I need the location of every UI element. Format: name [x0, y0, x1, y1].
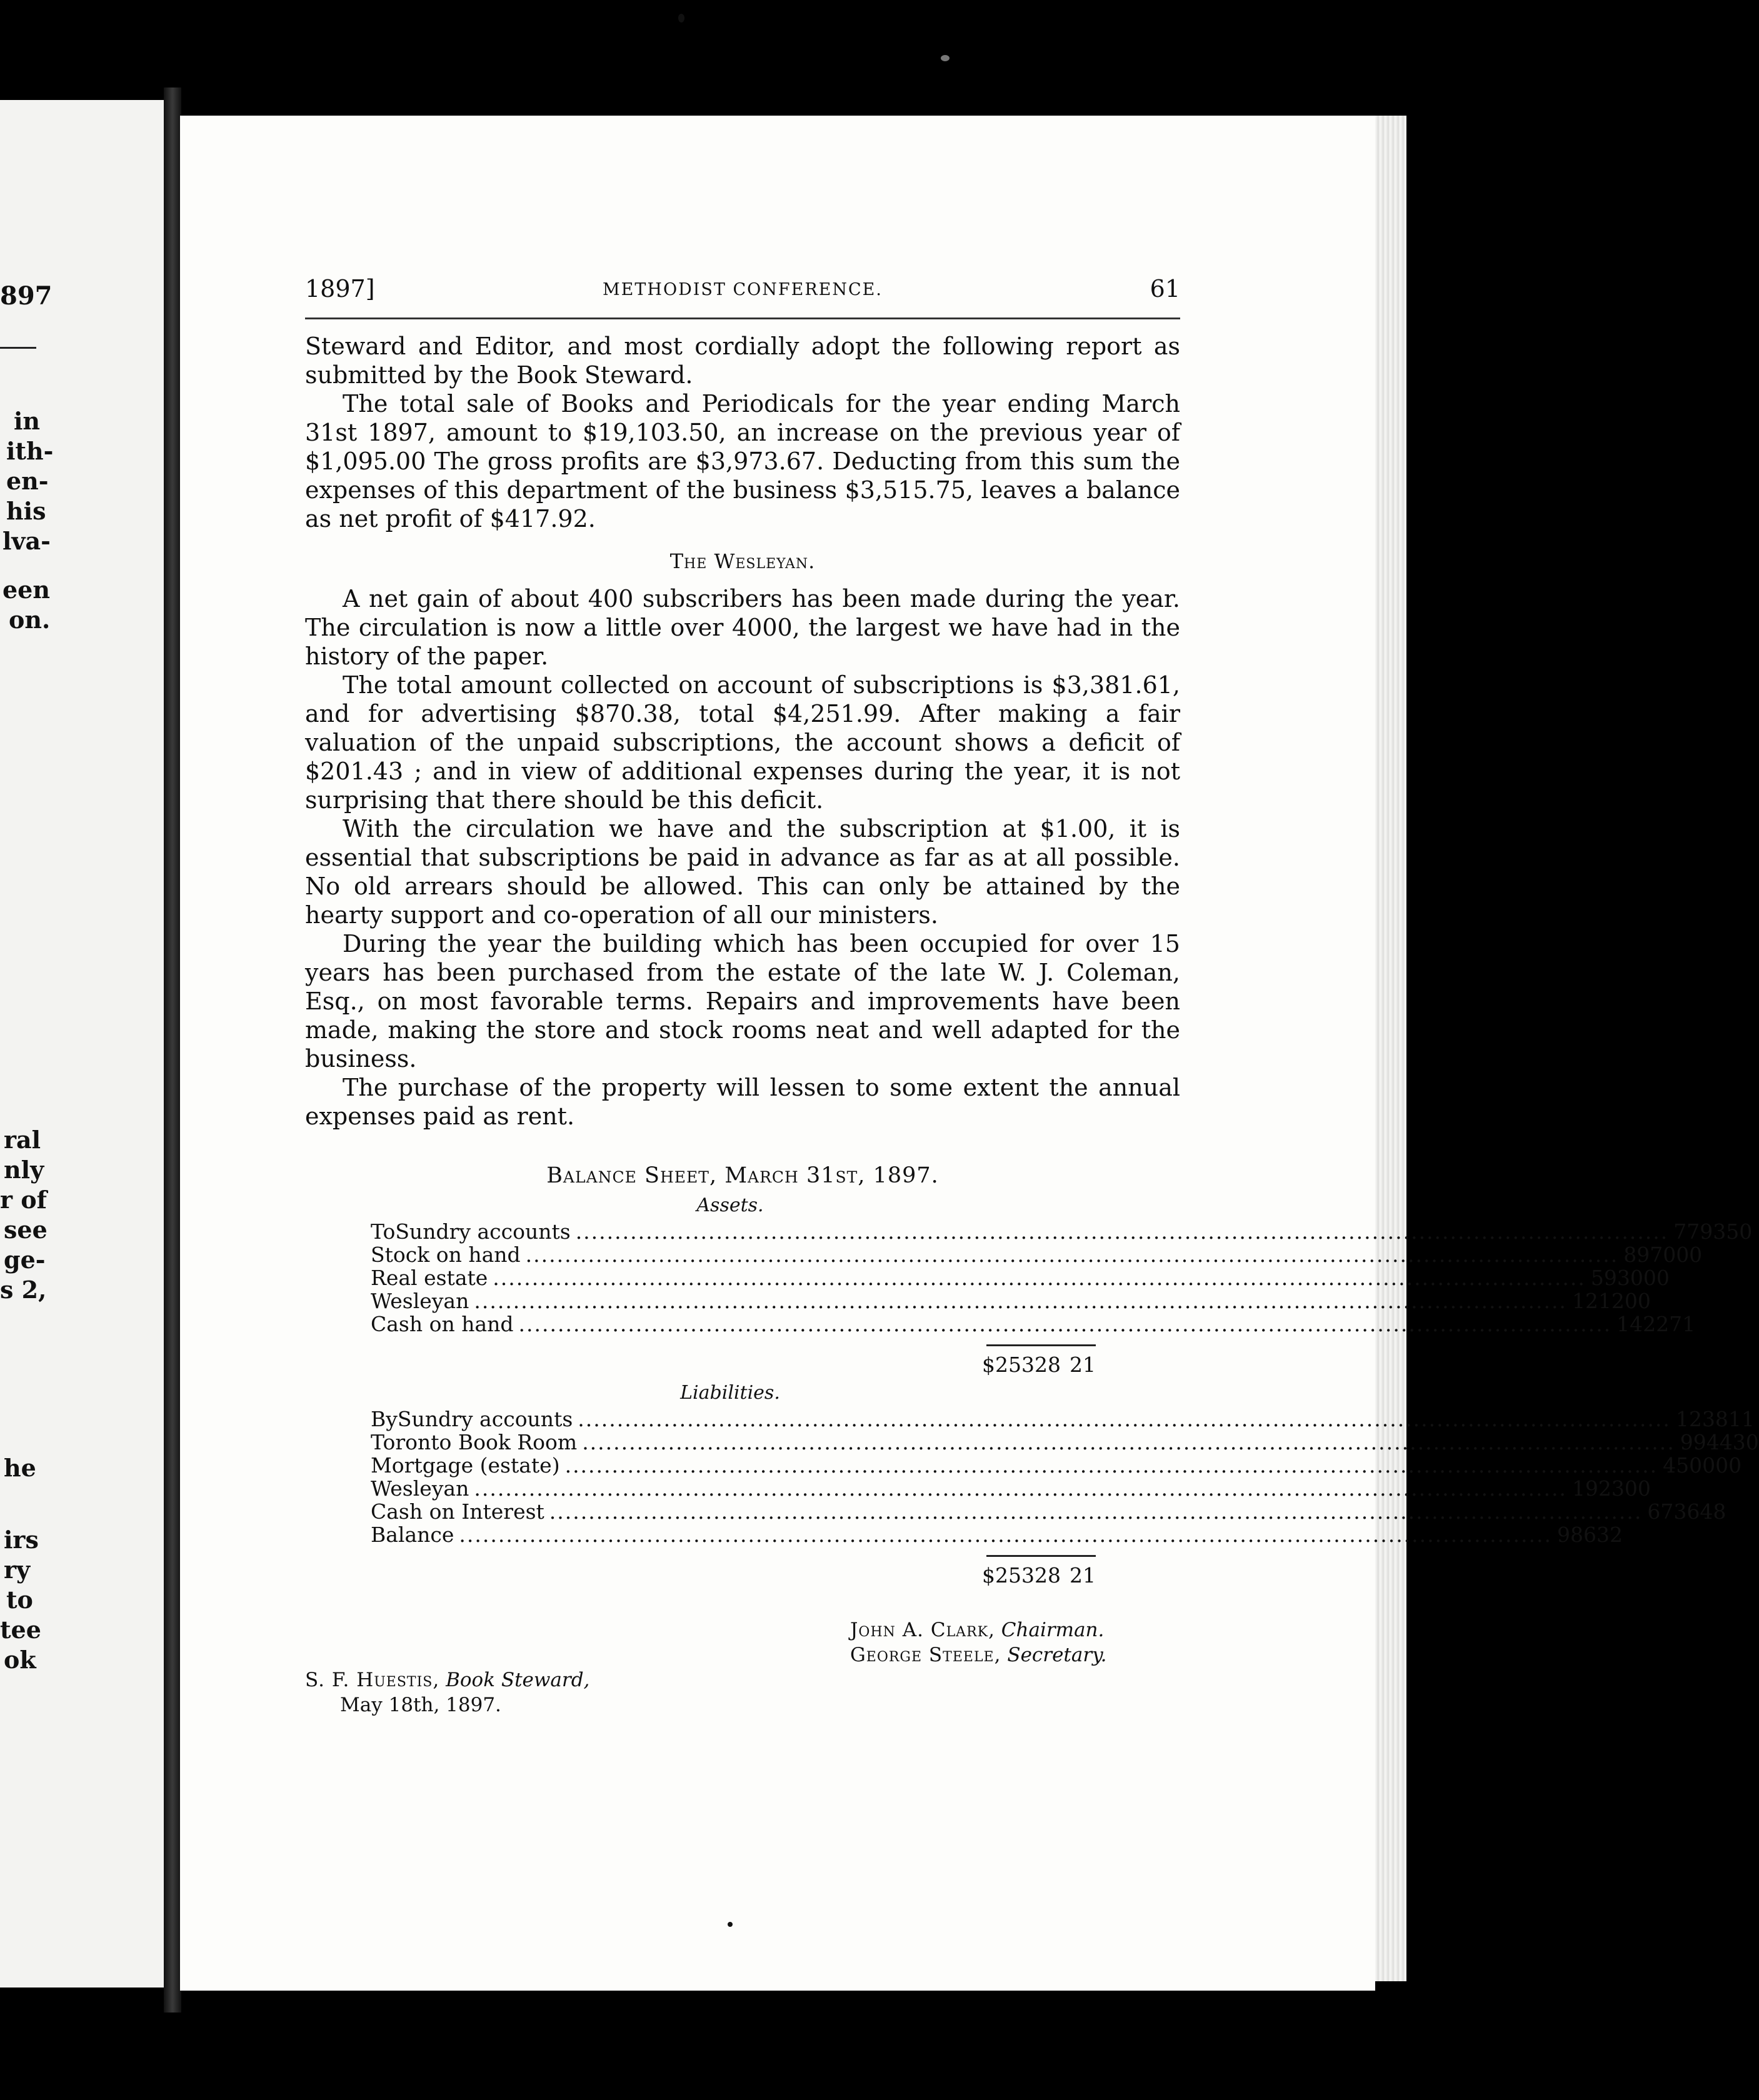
ledger-cents: 50	[1726, 1219, 1753, 1244]
ledger-row	[371, 1289, 1651, 1313]
left-page-fragment-text: ith-	[6, 437, 54, 465]
assets-total-row	[371, 1352, 1096, 1377]
document-page	[180, 116, 1759, 1991]
ledger-item-name: Cash on hand	[371, 1312, 514, 1336]
secretary-signature	[850, 1642, 1106, 1668]
left-page-header: 897	[0, 281, 53, 311]
ledger-cents: 00	[1624, 1476, 1651, 1501]
left-page-fragment-text: ry	[4, 1556, 31, 1584]
left-page-fragment-text: irs	[4, 1526, 39, 1554]
ledger-dollars: 1238	[1675, 1407, 1728, 1431]
ledger-dollars: 1212	[1571, 1289, 1625, 1313]
ledger-row	[371, 1522, 1623, 1547]
left-page-fragment-text: lva-	[3, 527, 51, 555]
ledger-row	[371, 1430, 1759, 1454]
ledger-item-name: Toronto Book Room	[371, 1430, 578, 1454]
steward-signature	[305, 1668, 589, 1718]
leader-dots: ............................................................................................................................................	[549, 1499, 1643, 1524]
left-page-fragment-text: ral	[4, 1126, 41, 1154]
left-page-fragment-text: in	[14, 407, 41, 435]
assets-total-rule	[986, 1344, 1096, 1346]
ledger-row	[371, 1499, 1726, 1524]
ledger-cents: 11	[1728, 1407, 1755, 1431]
ledger-cents: 00	[1715, 1453, 1742, 1478]
leader-dots: ............................................................................................................................................	[459, 1522, 1552, 1547]
ledger-item-name: Balance	[371, 1522, 454, 1547]
paragraph: With the circulation we have and the subscription at $1.00, it is essential that subscriptions be paid in advance as far as at all possible. No old arrears should be allowed. This can only be attained by the hearty support and co-operation of all our ministers.	[305, 815, 1180, 929]
ledger-cents: 30	[1732, 1430, 1759, 1454]
paragraph: A net gain of about 400 subscribers has been made during the year. The circulation is now a little over 4000, the largest we have had in the history of the paper.	[305, 585, 1180, 670]
ledger-row	[371, 1312, 1696, 1336]
left-page-fragment-text: to	[6, 1586, 33, 1614]
leader-dots: ............................................................................................................................................	[474, 1289, 1567, 1313]
assets-total-cents: 21	[1070, 1352, 1096, 1377]
ledger-cents: 71	[1669, 1312, 1696, 1336]
ledger-dollars: 5930	[1590, 1266, 1643, 1290]
leader-dots: ............................................................................................................................................	[578, 1407, 1671, 1431]
left-page-fragment-text: r of	[0, 1186, 47, 1214]
left-page-fragment-text: ge-	[4, 1246, 46, 1274]
secretary-role: Secretary.	[1007, 1644, 1107, 1666]
page-number: 61	[1150, 275, 1180, 302]
liabilities-total-cents: 21	[1070, 1563, 1096, 1588]
leader-dots: ............................................................................................................................................	[564, 1453, 1658, 1478]
ledger-prefix: By	[371, 1407, 398, 1431]
chairman-role: Chairman.	[1001, 1619, 1105, 1641]
ledger-row	[371, 1242, 1703, 1267]
liabilities-total-rule	[986, 1555, 1096, 1557]
ledger-row	[371, 1476, 1651, 1501]
paragraph: The total sale of Books and Periodicals for the year ending March 31st 1897, amount to $19,103.50, an increase on the previous year of $1,095.00 The gross profits are $3,973.67. Deducting from this sum the expenses of this department of the business $3,515.75, leaves a balance as net profit of $417.92.	[305, 390, 1180, 532]
left-page-fragment-text: tee	[0, 1616, 41, 1644]
ledger-cents: 48	[1700, 1499, 1726, 1524]
ledger-item-name: Sundry accounts	[397, 1407, 573, 1431]
ledger-dollars: 8970	[1623, 1242, 1676, 1267]
leader-dots: ............................................................................................................................................	[518, 1312, 1612, 1336]
ledger-row	[371, 1266, 1670, 1290]
ledger-dollars: 4500	[1663, 1453, 1716, 1478]
running-head	[305, 275, 1180, 312]
left-page-fragment-text: ok	[4, 1646, 36, 1674]
ledger-cents: 00	[1676, 1242, 1703, 1267]
left-page-fragment-text: on.	[9, 606, 51, 634]
header-year: 1897]	[305, 275, 375, 302]
chairman-name: John A. Clark,	[850, 1619, 995, 1641]
chairman-signature	[850, 1618, 1106, 1642]
ledger-row	[371, 1453, 1742, 1478]
left-page-fragment-text: s 2,	[0, 1276, 47, 1304]
scan-speck	[678, 14, 684, 22]
book-gutter	[164, 88, 181, 2012]
ledger-item-name: Stock on hand	[371, 1242, 521, 1267]
steward-role: Book Steward,	[446, 1669, 590, 1691]
liabilities-total-dollars: $25328	[982, 1563, 1061, 1588]
leader-dots: ............................................................................................................................................	[575, 1219, 1669, 1244]
left-page-fragment-text: see	[4, 1216, 48, 1244]
committee-signatures	[850, 1618, 1106, 1668]
assets-heading: Assets.	[696, 1194, 764, 1216]
liabilities-heading: Liabilities.	[680, 1382, 780, 1404]
ledger-cents: 00	[1624, 1289, 1651, 1313]
ledger-dollars: 986	[1557, 1522, 1596, 1547]
leader-dots: ............................................................................................................................................	[493, 1266, 1586, 1290]
paragraph: The total amount collected on account of subscriptions is $3,381.61, and for advertising $870.38, total $4,251.99. After making a fair valuation of the unpaid subscriptions, the account shows a deficit of $201.43 ; and in view of additional expenses during the year, it is not surprising that there should be this deficit.	[305, 671, 1180, 814]
assets-table	[371, 1219, 1753, 1377]
liabilities-table	[371, 1407, 1759, 1588]
paragraph: Steward and Editor, and most cordially adopt the following report as submitted by the Book Steward.	[305, 332, 1180, 389]
signature-date: May 18th, 1897.	[340, 1694, 501, 1716]
ledger-dollars: 7793	[1673, 1219, 1726, 1244]
ledger-item-name: Sundry accounts	[395, 1219, 571, 1244]
ledger-dollars: 1422	[1616, 1312, 1670, 1336]
steward-name: S. F. Huestis,	[305, 1669, 440, 1691]
ledger-item-name: Cash on Interest	[371, 1499, 544, 1524]
left-page-fragment-text: he	[4, 1454, 36, 1482]
ledger-dollars: 1923	[1571, 1476, 1625, 1501]
ledger-prefix: To	[371, 1219, 396, 1244]
ledger-item-name: Wesleyan	[371, 1289, 469, 1313]
left-page-fragment-text: en-	[6, 467, 49, 495]
liabilities-total-row	[371, 1563, 1096, 1588]
paragraph: During the year the building which has been occupied for over 15 years has been purchased from the estate of the late W. J. Coleman, Esq., on most favorable terms. Repairs and improvements have been made, making the store and stock rooms neat and well adapted for the business.	[305, 930, 1180, 1072]
secretary-name: George Steele,	[850, 1644, 1001, 1666]
leader-dots: ............................................................................................................................................	[525, 1242, 1619, 1267]
assets-total-dollars: $25328	[982, 1352, 1061, 1377]
leader-dots: ............................................................................................................................................	[582, 1430, 1675, 1454]
ledger-item-name: Mortgage (estate)	[371, 1453, 560, 1478]
ledger-row	[371, 1219, 1753, 1244]
left-page-fragment-text: his	[6, 497, 46, 525]
left-page-fragment-text: nly	[4, 1156, 44, 1184]
header-rule	[305, 318, 1180, 319]
signatures	[305, 1618, 1180, 1742]
left-page-fragment	[0, 100, 164, 1988]
header-title: METHODIST CONFERENCE.	[603, 280, 883, 299]
section-heading: The Wesleyan.	[669, 549, 816, 573]
balance-sheet-title: Balance Sheet, March 31st, 1897.	[546, 1163, 939, 1188]
page-content	[305, 275, 1759, 1742]
ledger-dollars: 6736	[1647, 1499, 1700, 1524]
paragraph: The purchase of the property will lessen to some extent the annual expenses paid as rent.	[305, 1074, 1180, 1130]
scan-speck	[941, 55, 950, 61]
left-page-fragment-text: een	[3, 576, 50, 604]
ledger-item-name: Wesleyan	[371, 1476, 469, 1501]
left-page-rule	[0, 347, 36, 349]
ledger-item-name: Real estate	[371, 1266, 488, 1290]
ledger-row	[371, 1407, 1755, 1431]
ledger-cents: 32	[1596, 1522, 1623, 1547]
leader-dots: ............................................................................................................................................	[474, 1476, 1567, 1501]
scan-speck	[728, 1922, 733, 1927]
ledger-cents: 00	[1643, 1266, 1670, 1290]
ledger-dollars: 9944	[1680, 1430, 1733, 1454]
